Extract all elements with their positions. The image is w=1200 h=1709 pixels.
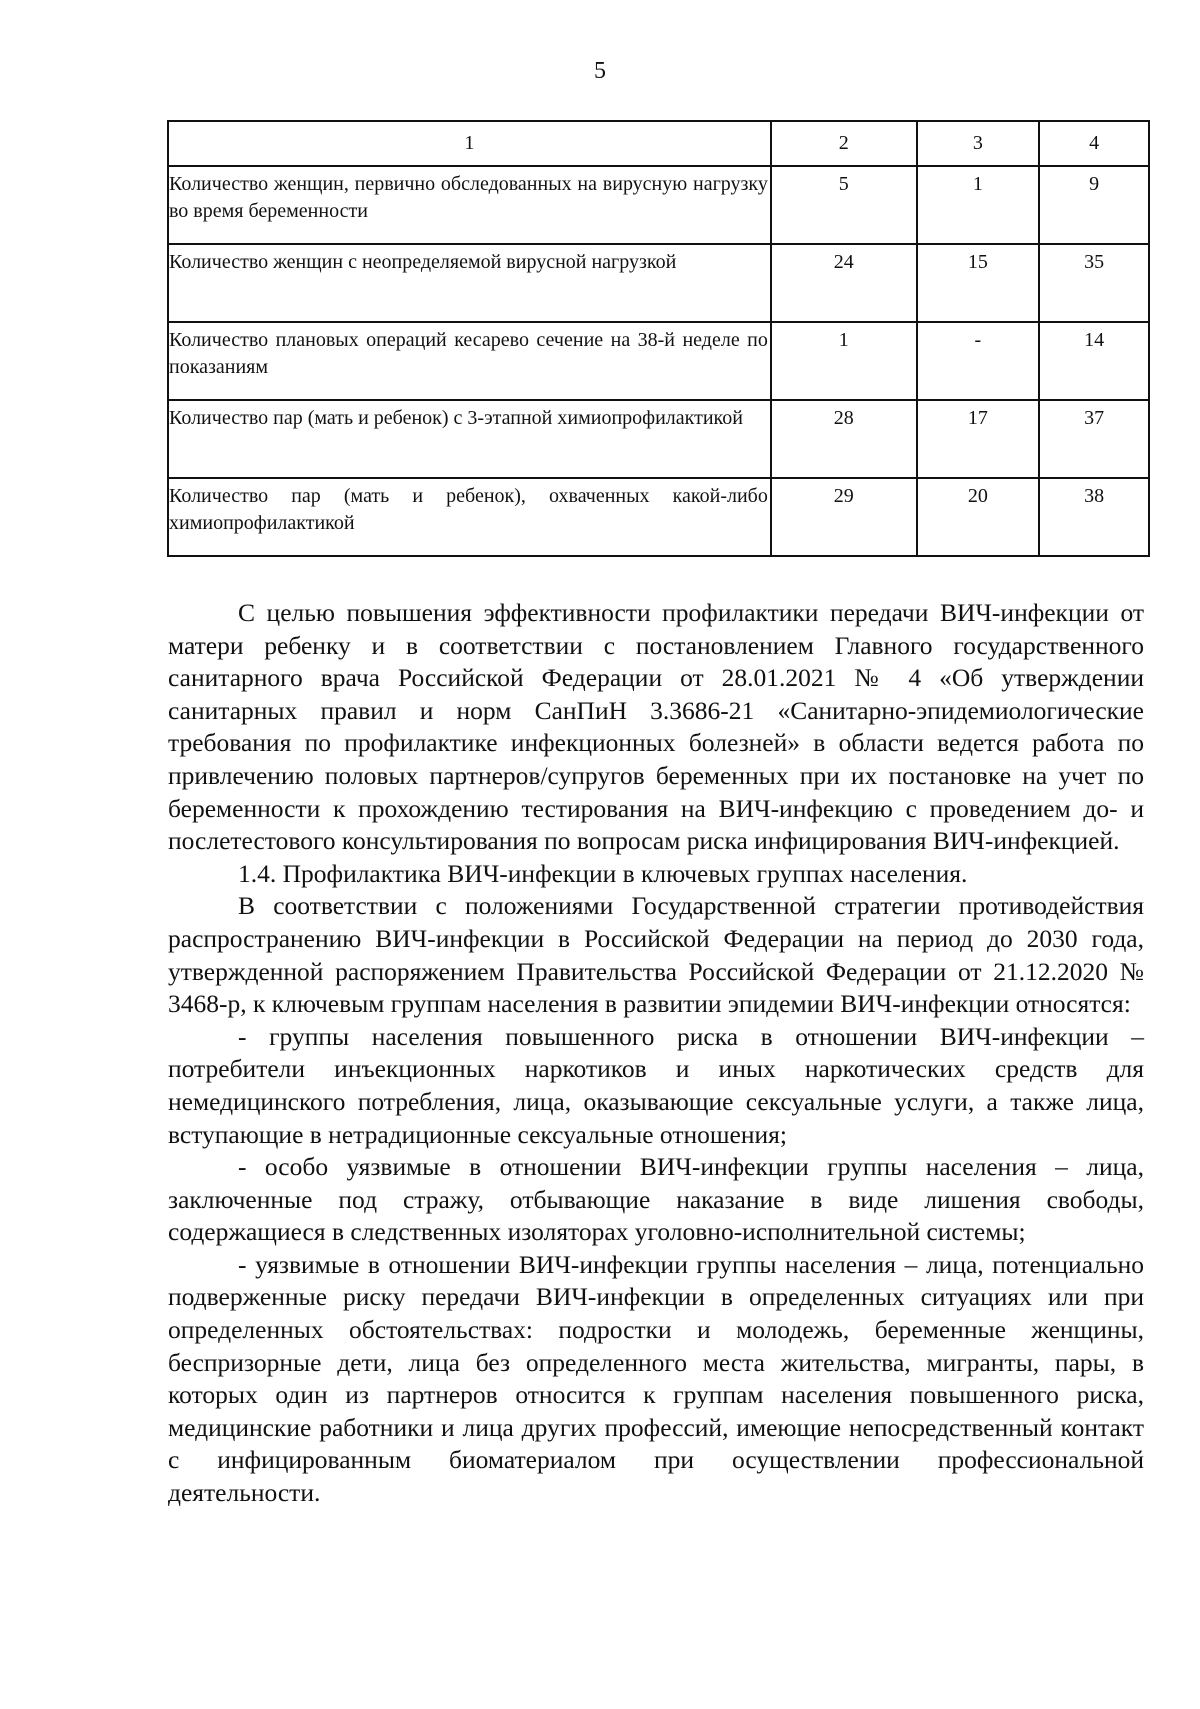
row-label: Количество пар (мать и ребенок) с 3-этапной химиопрофилактикой [168, 400, 771, 478]
row-label: Количество женщин, первично обследованных на вирусную нагрузку во время беременности [168, 166, 771, 244]
row-value-col2: 1 [771, 322, 917, 400]
statistics-table [167, 120, 1150, 557]
row-value-col2: 5 [771, 166, 917, 244]
list-item-high-risk-groups: - группы населения повышенного риска в отношении ВИЧ-инфекции – потребители инъекционных наркотиков и иных наркотических средств для немедицинского потребления, лица, оказывающие сексуальные услуги, а также лица, вступающие в нетрадиционные сексуальные отношения; [168, 1021, 1144, 1149]
row-label: Количество пар (мать и ребенок), охваченных какой-либо химиопрофилактикой [168, 478, 771, 556]
row-value-col4: 14 [1039, 322, 1149, 400]
table-row [168, 244, 1149, 322]
row-value-col4: 9 [1039, 166, 1149, 244]
paragraph-key-groups-intro: В соответствии с положениями Государственной стратегии противодействия распространению ВИЧ-инфекции в Российской Федерации на период до 2030 года, утвержденной распоряжением Правительства Российской Федерации от 21.12.2020 № 3468-р, к ключевым группам населения в развитии эпидемии ВИЧ-инфекции относятся: [168, 891, 1144, 1019]
header-cell-1: 1 [168, 121, 771, 166]
section-heading-1-4: 1.4. Профилактика ВИЧ-инфекции в ключевых группах населения. [238, 858, 968, 888]
row-value-col3: 17 [917, 400, 1040, 478]
row-value-col3: 1 [917, 166, 1040, 244]
row-label: Количество плановых операций кесарево сечение на 38-й неделе по показаниям [168, 322, 771, 400]
row-value-col2: 24 [771, 244, 917, 322]
header-cell-3: 3 [917, 121, 1040, 166]
table-row [168, 400, 1149, 478]
table-row [168, 322, 1149, 400]
row-value-col2: 29 [771, 478, 917, 556]
row-value-col3: 15 [917, 244, 1040, 322]
document-body [168, 597, 1144, 1510]
header-cell-2: 2 [771, 121, 917, 166]
list-item-vulnerable-groups: - уязвимые в отношении ВИЧ-инфекции группы населения – лица, потенциально подверженные риску передачи ВИЧ-инфекции в определенных ситуациях или при определенных обстоятельствах: подростки и молодежь, беременные женщины, беспризорные дети, лица без определенного места жительства, мигранты, пары, в которых один из партнеров относится к группам населения повышенного риска, медицинские работники и лица других профессий, имеющие непосредственный контакт с инфицированным биоматериалом при осуществлении профессиональной деятельности. [168, 1249, 1144, 1508]
page-number: 5 [594, 58, 606, 84]
table-header-row [168, 121, 1149, 166]
table-row [168, 478, 1149, 556]
row-value-col2: 28 [771, 400, 917, 478]
row-value-col4: 37 [1039, 400, 1149, 478]
row-value-col3: 20 [917, 478, 1040, 556]
header-cell-4: 4 [1039, 121, 1149, 166]
paragraph-prevention-measures: С целью повышения эффективности профилактики передачи ВИЧ-инфекции от матери ребенку и в соответствии с постановлением Главного государственного санитарного врача Российской Федерации от 28.01.2021 № 4 «Об утверждении санитарных правил и норм СанПиН 3.3686-21 «Санитарно-эпидемиологические требования по профилактике инфекционных болезней» в области ведется работа по привлечению половых партнеров/супругов беременных при их постановке на учет по беременности к прохождению тестирования на ВИЧ-инфекцию с проведением до- и послетестового консультирования по вопросам риска инфицирования ВИЧ-инфекцией. [168, 598, 1144, 856]
row-label: Количество женщин с неопределяемой вирусной нагрузкой [168, 244, 771, 322]
table-row [168, 166, 1149, 244]
row-value-col4: 35 [1039, 244, 1149, 322]
list-item-especially-vulnerable-groups: - особо уязвимые в отношении ВИЧ-инфекции группы населения – лица, заключенные под стражу, отбывающие наказание в виде лишения свободы, содержащиеся в следственных изоляторах уголовно-исполнительной системы; [168, 1152, 1144, 1247]
row-value-col3: - [917, 322, 1040, 400]
row-value-col4: 38 [1039, 478, 1149, 556]
